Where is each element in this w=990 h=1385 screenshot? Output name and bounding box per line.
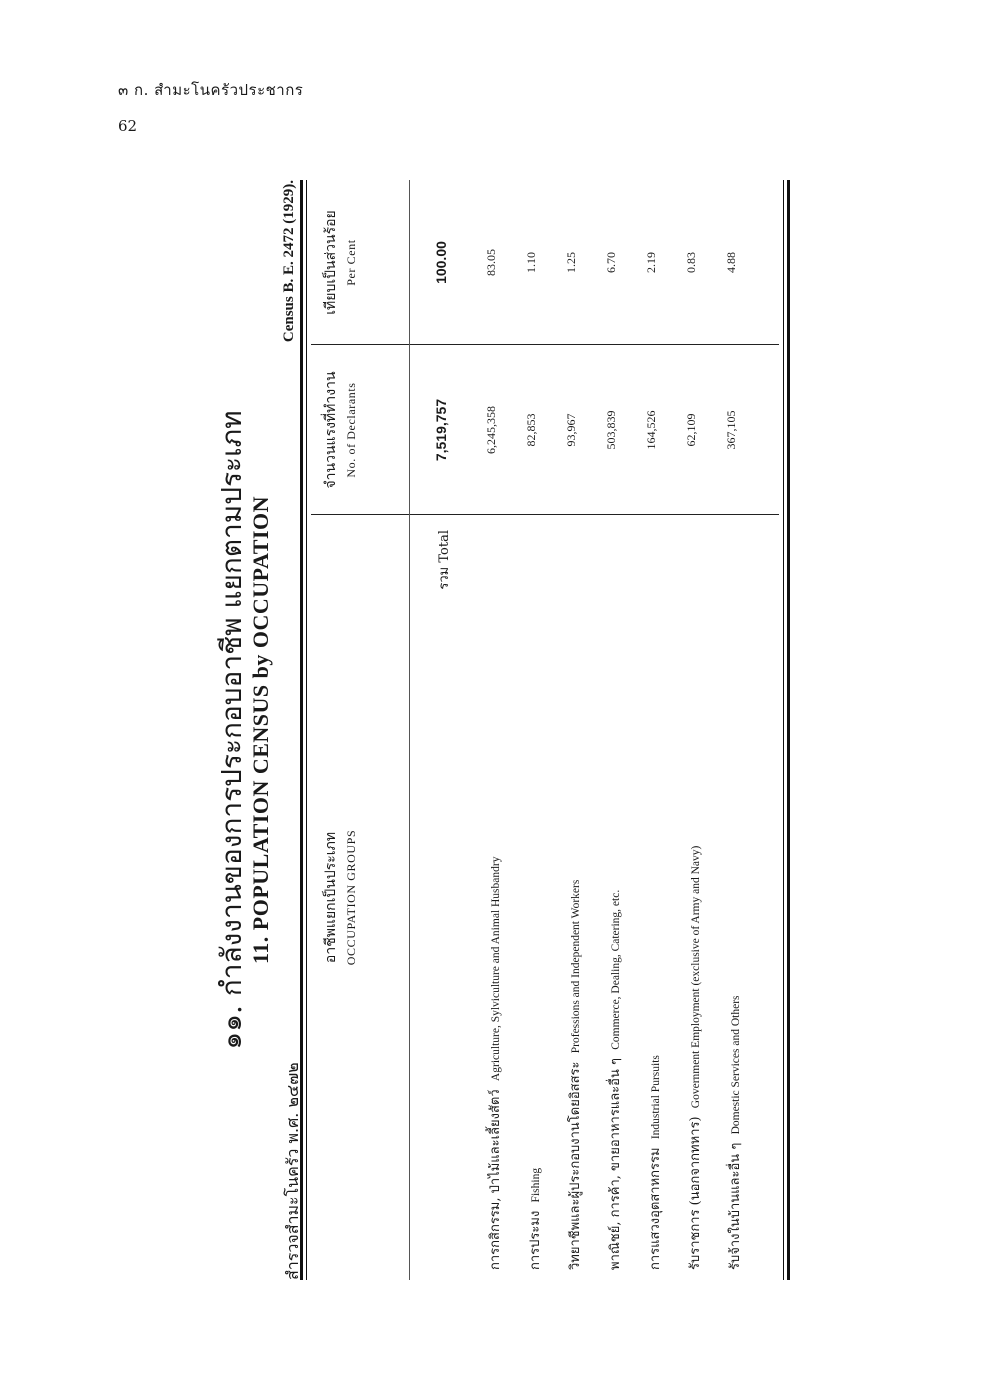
occupation-thai: รับจ้างในบ้านและอื่น ๆ [728, 1142, 743, 1270]
occupation-english: Industrial Pursuits [650, 1055, 662, 1140]
column-header-percent-thai: เทียบเป็นส่วนร้อย [323, 210, 339, 315]
occupation-thai: รับราชการ (นอกจากทหาร) [688, 1116, 703, 1270]
declarants-cell: 367,105 [724, 410, 738, 450]
table-row [564, 180, 604, 1280]
table-title-thai: ๑๑. กำลังงานของการประกอบอาชีพ แยกตามประเภท [215, 410, 248, 1050]
table-row [484, 180, 524, 1280]
column-header-occupation-english: OCCUPATION GROUPS [344, 829, 358, 966]
declarants-cell: 82,853 [524, 413, 538, 447]
occupation-cell [644, 530, 665, 1270]
column-header-declarants-english: No. of Declarants [344, 382, 358, 478]
occupation-english: Professions and Independent Workers [570, 879, 582, 1054]
header-rule [409, 180, 410, 1280]
occupation-cell [604, 530, 625, 1270]
page-number: 62 [118, 117, 138, 135]
table-row [604, 180, 644, 1280]
rotated-table-block [215, 180, 790, 1280]
table-title-english: 11. POPULATION CENSUS by OCCUPATION [248, 496, 273, 964]
table-row [724, 180, 764, 1280]
declarants-cell: 93,967 [564, 413, 578, 447]
total-label: รวม Total [437, 530, 452, 590]
page-header: ๓ ก. สำมะโนครัวประชากร [118, 81, 304, 99]
source-label-thai: สำรวจสำมะโนครัว พ.ศ. ๒๔๗๒ [283, 1062, 302, 1280]
occupation-thai: การประมง [528, 1210, 543, 1270]
table-row [644, 180, 684, 1280]
data-table [281, 180, 790, 1280]
declarants-cell: 62,109 [684, 413, 698, 447]
percent-cell: 0.83 [684, 252, 698, 273]
occupation-thai: การกสิกรรม, ป่าไม้และเลี้ยงสัตว์ [488, 1089, 503, 1270]
occupation-english: Fishing [530, 1167, 542, 1203]
column-header-percent-english: Per Cent [344, 239, 358, 286]
percent-cell: 2.19 [644, 252, 658, 273]
declarants-cell: 6,245,358 [484, 406, 498, 454]
source-label-english: Census B. E. 2472 (1929). [281, 180, 297, 343]
column-header-declarants [321, 345, 361, 515]
table-row-total [433, 180, 473, 1280]
occupation-thai: การแสวงอุตสาหกรรม [648, 1147, 663, 1270]
occupation-english: Domestic Services and Others [730, 995, 742, 1135]
percent-cell: 83.05 [484, 249, 498, 276]
occupation-cell [564, 530, 585, 1270]
occupation-english: Commerce, Dealing, Catering, etc. [610, 889, 622, 1050]
percent-cell: 4.88 [724, 252, 738, 273]
total-declarants: 7,519,757 [433, 398, 449, 462]
declarants-cell: 503,839 [604, 410, 618, 450]
occupation-english: Government Employment (exclusive of Army and Navy) [690, 845, 702, 1109]
percent-cell: 1.10 [524, 252, 538, 273]
percent-cell: 6.70 [604, 252, 618, 273]
total-percent: 100.00 [433, 241, 449, 284]
occupation-thai: พาณิชย์, การค้า, ขายอาหารและอื่น ๆ [608, 1058, 623, 1270]
column-header-occupation [321, 515, 361, 1280]
table-row [524, 180, 564, 1280]
occupation-cell [684, 530, 705, 1270]
column-header-percent [321, 180, 361, 345]
occupation-cell [524, 530, 545, 1270]
column-header-occupation-thai: อาชีพแยกเป็นประเภท [323, 831, 339, 964]
percent-cell: 1.25 [564, 252, 578, 273]
occupation-english: Agriculture, Sylviculture and Animal Husbandry [490, 856, 502, 1082]
table-row [684, 180, 724, 1280]
occupation-thai: วิทยาชีพและผู้ประกอบงานโดยอิสสระ [568, 1061, 583, 1270]
occupation-cell [484, 530, 505, 1270]
column-header-declarants-thai: จำนวนแรงที่ทำงาน [323, 371, 339, 489]
declarants-cell: 164,526 [644, 410, 658, 450]
occupation-cell [724, 530, 745, 1270]
